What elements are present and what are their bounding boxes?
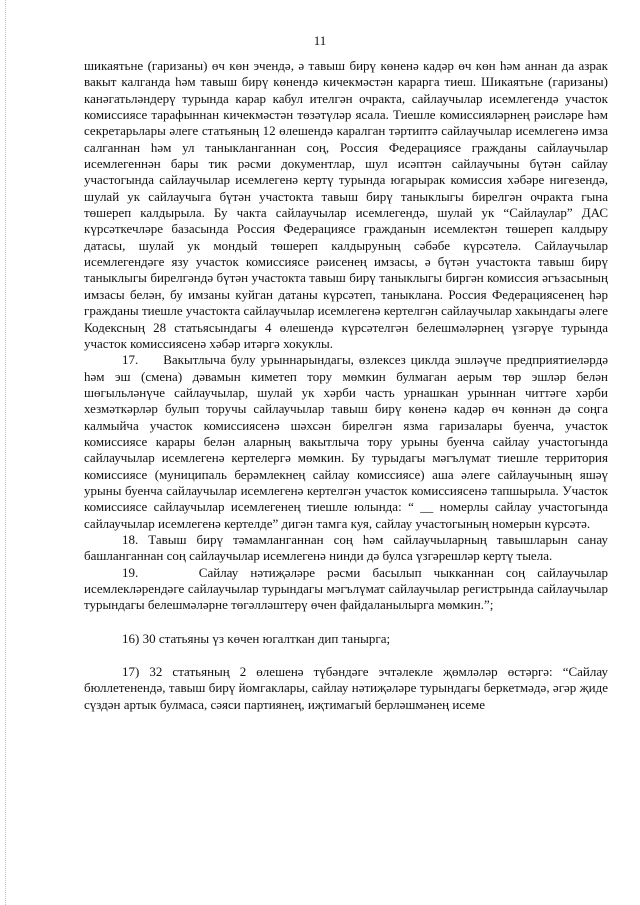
paragraph-gap	[84, 647, 608, 664]
paragraph-gap	[84, 614, 608, 631]
paragraph-item-19: 19. Сайлау нәтиҗәләре рәсми басылып чыкканнан соң сайлаучылар исемлекләрендәге сайлаучылар турындагы мәгълүмат сайлаучылар регистрында сайлаучылар турындагы белешмәләрне төгәлләштерү өчен файдаланылырга мөмкин.”;	[84, 564, 608, 613]
paragraph-subitem-17: 17) 32 статьяның 2 өлешенә түбәндәге эчтәлекле җөмләләр өстәргә: “Сайлау бюллетенендә, тавыш бирү йомгаклары, сайлау нәтиҗәләре турындагы беркетмәдә, әгәр җиде сүздән артык булмаса, сәяси партиянең, иҗтимагый берләшмәнең исеме	[84, 664, 608, 712]
paragraph-item-18: 18. Тавыш бирү тәмамланганнан соң һәм сайлаучыларның тавышларын санау башланганнан соң сайлаучылар исемлегенә нинди дә булса үзгәрешләр кертү тыела.	[84, 531, 608, 564]
scan-edge-dots	[5, 0, 6, 905]
body-text	[84, 58, 608, 713]
paragraph-item-17: 17. Вакытлыча булу урыннарындагы, өзлексез циклда эшләүче предприятиеләрдә һәм эш (смена) дәвамын киметеп тору мөмкин булмаган аерым төр эшләр белән шөгыльләнүче сайлаучылар, шулай ук хәрби часть урнашкан урыннан читтәге хәрби хезмәткәрләр булып торучы сайлаучылар тавыш бирү көненә кадәр өч көннән дә соңга калмыйча участок комиссиясенә шәхсән бирелгән язма гаризалары буенча, участок комиссиясе карары белән аларның вакытлыча тору урыны буенча сайлау участогында сайлаучылар исемлегенә кертелергә мөмкин. Бу турыдагы мәгълүмат тиешле территория комиссиясе (муниципаль берәмлекнең сайлау комиссиясе) аша әлеге сайлаучының яшәү урыны буенча сайлаучылар исемлегенә кертелгән участок комиссиясенә тапшырыла. Участок комиссиясе сайлаучылар исемлегенең тиешле юлында: “ __ номерлы сайлау участогында сайлаучылар исемлегенә кертелде” дигән тамга куя, сайлау участогының номерын күрсәтә.	[84, 352, 608, 531]
page-number: 11	[313, 33, 327, 48]
paragraph-continuation: шикаятьне (гаризаны) өч көн эчендә, ә тавыш бирү көненә кадәр өч көн һәм аннан да азрак вакыт калганда һәм тавыш бирү көнендә кичекмәстән караргa тиеш. Шикаятьне (гаризаны) канәгатьләндерү турында карар кабул ителгән очракта, сайлаучылар исемлегендә участок комиссиясе тарафыннан кичекмәстән төзәтүләр ясала. Тиешле комиссияләрнең рәисләре һәм секретарьлары әлеге статьяның 12 өлешендә каралган тәртиптә сайлаучылар исемлегенә имза салганнан һәм ул таныкланганнан соң, Россия Федерациясе гражданы сайлаучылар исемлегеннән бары тик рәсми документлар, шул исәптән сайлаучыны бүтән сайлау участогында сайлаучылар исемлегенә кертү турында югарырак комиссия хәбәре нигезендә, шулай ук сайлаучыга бүтән участокта тавыш бирү таныклыгы бирелгән очракта гына төшереп калдырыла. Бу чакта сайлаучылар исемлегендә, шулай ук “Сайлаулар” ДАС күрсәткечләре базасында Россия Федерациясе гражданын исемлектән төшереп калдыру датасы, шулай ук мондый төшереп калдыруның сәбәбе күрсәтелә. Сайлаучылар исемлегендәге язу участок комиссиясе рәисенең имзасы, ә бүтән участокта тавыш бирү таныклыгы бирелгәндә бүтән участокта тавыш бирү таныклыгы биргән комиссия әгъзасының имзасы белән, бу имзаны куйган датаны күрсәтеп, таныклана. Россия Федерациясенең һәр гражданы тиешле участокта сайлаучылар исемлегенә кертелгән сайлаучылар хакындагы әлеге Кодексның 28 статьясындагы 4 өлешендә күрсәтелгән белешмәләрнең үзгәрүе турында участок комиссиясенә хәбәр итәргә хокуклы.	[84, 58, 608, 351]
paragraph-subitem-16: 16) 30 статьяны үз көчен югалткан дип танырга;	[122, 630, 391, 646]
